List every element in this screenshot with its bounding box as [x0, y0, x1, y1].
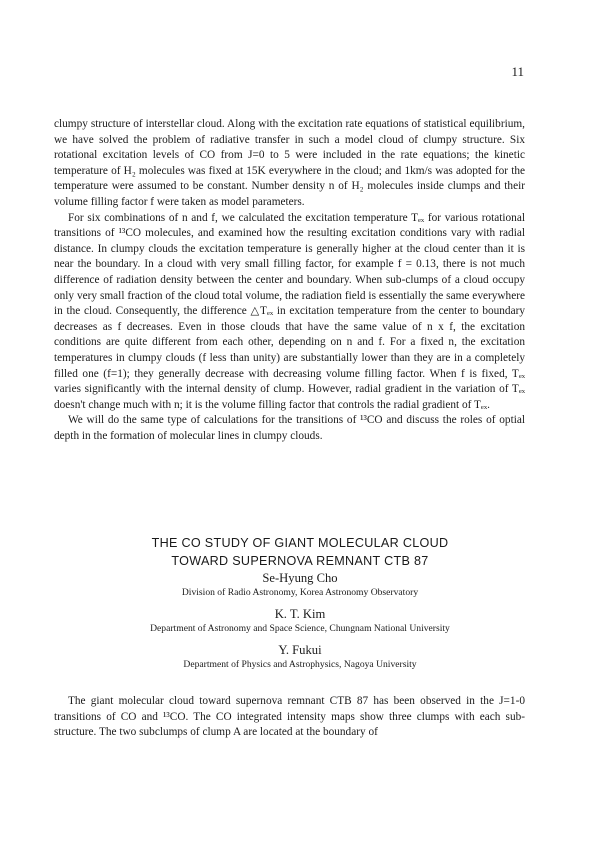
article-title-line-1: THE CO STUDY OF GIANT MOLECULAR CLOUD [151, 536, 449, 550]
author-affiliation-3: Department of Physics and Astrophysics, Nagoya University [183, 659, 417, 670]
page-number: 11 [511, 64, 524, 79]
author-name-3: Y. Fukui [278, 643, 322, 657]
article-title-line-2: TOWARD SUPERNOVA REMNANT CTB 87 [171, 554, 429, 568]
author-name-2: K. T. Kim [274, 607, 326, 621]
article-header [54, 534, 546, 678]
author-name-1: Se-Hyung Cho [262, 571, 338, 585]
abstract-paragraph: The giant molecular cloud toward supernova remnant CTB 87 has been observed in the J=1-0 transitions of CO and ¹³CO. The CO integrated intensity maps show three clumps with each sub-structure. The two subclumps of clump A are located at the boundary of [54, 695, 525, 739]
previous-article-text [54, 117, 525, 444]
paragraph-2: For six combinations of n and f, we calculated the excitation temperature Tₑₓ for various rotational transitions of ¹³CO molecules, and examined how the resulting excitation conditions vary with radial distance. In clumpy clouds the excitation temperature is generally higher at the cloud center than it is near the boundary. In a cloud with very small filling factor, for example f = 0.13, there is not much difference of radiation density between the center and boundary. When sub-clumps of a cloud occupy only very small fraction of the cloud total volume, the radiation field is essentially the same everywhere in the cloud. Consequently, the difference △Tₑₓ in excitation temperature from the center to boundary decreases as f decreases. Even in those clouds that have the same value of n x f, the excitation conditions are quite different from each other, depending on n and f. For a fixed n, the excitation temperatures in clumpy clouds (f less than unity) are substantially lower than they are in a completely filled one (f=1); they generally decrease with decreasing volume filling factor. When f is fixed, Tₑₓ varies significantly with the internal density of clump. However, radial gradient in the variation of Tₑₓ doesn't change much with n; it is the volume filling factor that controls the radial gradient of Tₑₓ. [54, 211, 525, 411]
author-affiliation-2: Department of Astronomy and Space Science, Chungnam National University [150, 623, 450, 634]
author-affiliation-1: Division of Radio Astronomy, Korea Astronomy Observatory [181, 587, 419, 598]
abstract-text [54, 694, 525, 741]
paragraph-3: We will do the same type of calculations for the transitions of ¹³CO and discuss the roles of optial depth in the formation of molecular lines in clumpy clouds. [54, 414, 525, 442]
paragraph-1: clumpy structure of interstellar cloud. Along with the excitation rate equations of statistical equilibrium, we have solved the problem of radiative transfer in such a model cloud of clumpy structure. Six rotational excitation levels of CO from J=0 to 5 were included in the rate equations; the kinetic temperature of H₂ molecules was fixed at 15K everywhere in the cloud; and 1km/s was adopted for the temperature were assumed to be constant. Number density n of H₂ molecules inside clumps and their volume filling factor f were taken as model parameters. [54, 118, 525, 208]
